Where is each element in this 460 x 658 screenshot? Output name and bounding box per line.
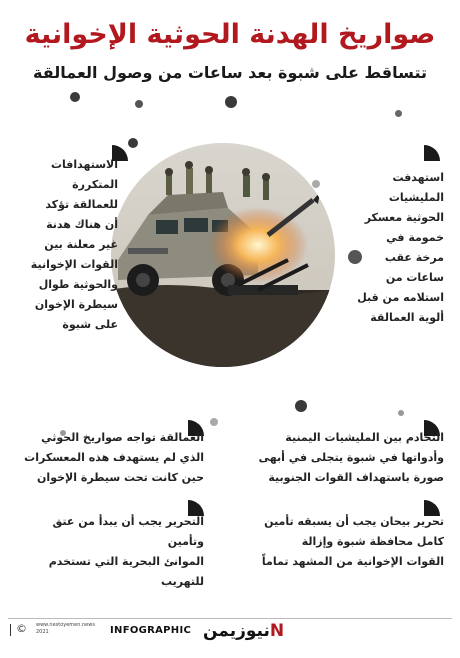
- infographic-label: INFOGRAPHIC: [110, 625, 192, 636]
- brand-prefix: N: [269, 621, 285, 641]
- decor-dot: [295, 400, 307, 412]
- footer-separator: [10, 624, 11, 636]
- armored-vehicle-missile-photo: [108, 140, 338, 370]
- page-subtitle: تتساقط على شبوة بعد ساعات من وصول العمالقة: [33, 63, 427, 82]
- decor-dot: [135, 100, 143, 108]
- copyright-symbol: ©: [16, 622, 27, 635]
- footer-url-text[interactable]: www.nestoyemen.news: [36, 622, 95, 628]
- decor-dot: [225, 96, 237, 108]
- right-top-text: استهدفت المليشيات الحوثية معسكر خمومة في مرخة عقب ساعات من استلامه من قبل ألوية العمالقة: [357, 171, 444, 324]
- corner-marker: [424, 145, 440, 161]
- brand-name: نيوزيمن: [203, 621, 270, 641]
- bottom-left-text: التحرير يجب أن يبدأ من عتق وتأمين الموانئ البحرية التي تستخدم للتهريب: [48, 515, 204, 588]
- decor-dot: [210, 418, 218, 426]
- decor-dot: [70, 92, 80, 102]
- footer-year: 2021: [36, 629, 49, 635]
- decor-dot: [395, 110, 402, 117]
- left-top-text: الاستهدافات المتكررة للعمالقة تؤكد أن هناك هدنة غير معلنة بين القوات الإخوانية والحوثية طوال سيطرة الإخوان على شبوة: [30, 158, 118, 331]
- mid-left-text: العمالقة تواجه صواريخ الحوثي الذي لم يستهدف هذه المعسكرات حين كانت تحت سيطرة الإخوان: [24, 431, 204, 484]
- mid-right-text: التخادم بين المليشيات اليمنية وأدواتها في شبوة يتجلى في أبهى صورة باستهداف القوات الجنوبية: [258, 431, 444, 484]
- footer-url[interactable]: [36, 622, 95, 636]
- brand-logo: [203, 618, 284, 644]
- page-title: صواريخ الهدنة الحوثية الإخوانية: [24, 19, 436, 50]
- bottom-right-text: تحرير بيحان يجب أن يسبقه تأمين كامل محافظة شبوة وإزالة القوات الإخوانية من المشهد تماماً: [261, 515, 444, 568]
- decor-dot: [398, 410, 404, 416]
